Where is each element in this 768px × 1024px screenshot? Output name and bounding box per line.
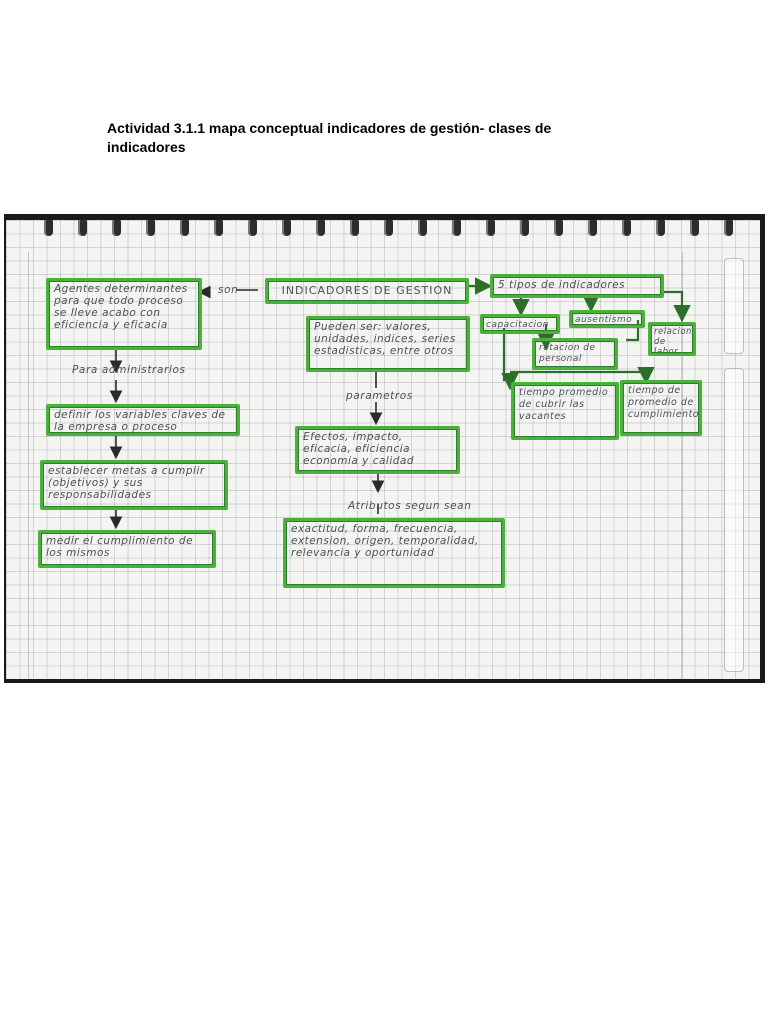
connector-label-son: son — [218, 284, 239, 296]
notebook-page — [6, 220, 760, 679]
step-box-2: establecer metas a cumplir (objetivos) y sus responsabilidades — [40, 460, 228, 510]
description-box: Pueden ser: valores, unidades, indices, series estadisticas, entre otros — [306, 316, 470, 372]
types-header-box: 5 tipos de indicadores — [490, 274, 664, 298]
link-label-atributos: Atributos segun sean — [348, 500, 472, 512]
parameters-box: Efectos, impacto, eficacia, eficiencia economia y calidad — [295, 426, 460, 474]
central-node-indicadores-de-gestion: INDICADORES DE GESTION — [265, 278, 469, 304]
type-box-ausentismo: ausentismo — [569, 310, 645, 328]
document-title: Actividad 3.1.1 mapa conceptual indicadores de gestión- clases de indicadores — [107, 120, 552, 155]
link-label-parametros: parametros — [346, 390, 413, 402]
attributes-box: exactitud, forma, frecuencia, extension, origen, temporalidad, relevancia y oportunidad — [283, 518, 505, 588]
definition-box: Agentes determinantes para que todo proceso se lleve acabo con eficiencia y eficacia — [46, 278, 202, 350]
step-box-1: definir los variables claves de la empresa o proceso — [46, 404, 240, 436]
type-box-tiempo-promedio-vacantes: tiempo promedio de cubrir las vacantes — [511, 382, 619, 440]
type-box-relacion-de-labor: relacion de labor — [648, 322, 696, 356]
type-box-tiempo-promedio-cumplimiento: tiempo de promedio de cumplimiento — [620, 380, 702, 436]
type-box-rotacion-de-personal: rotacion de personal — [532, 338, 618, 370]
type-box-capacitacion: capacitacion — [480, 314, 560, 334]
step-box-3: medir el cumplimiento de los mismos — [38, 530, 216, 568]
link-label-para-administrarlos: Para administrarlos — [72, 364, 186, 376]
